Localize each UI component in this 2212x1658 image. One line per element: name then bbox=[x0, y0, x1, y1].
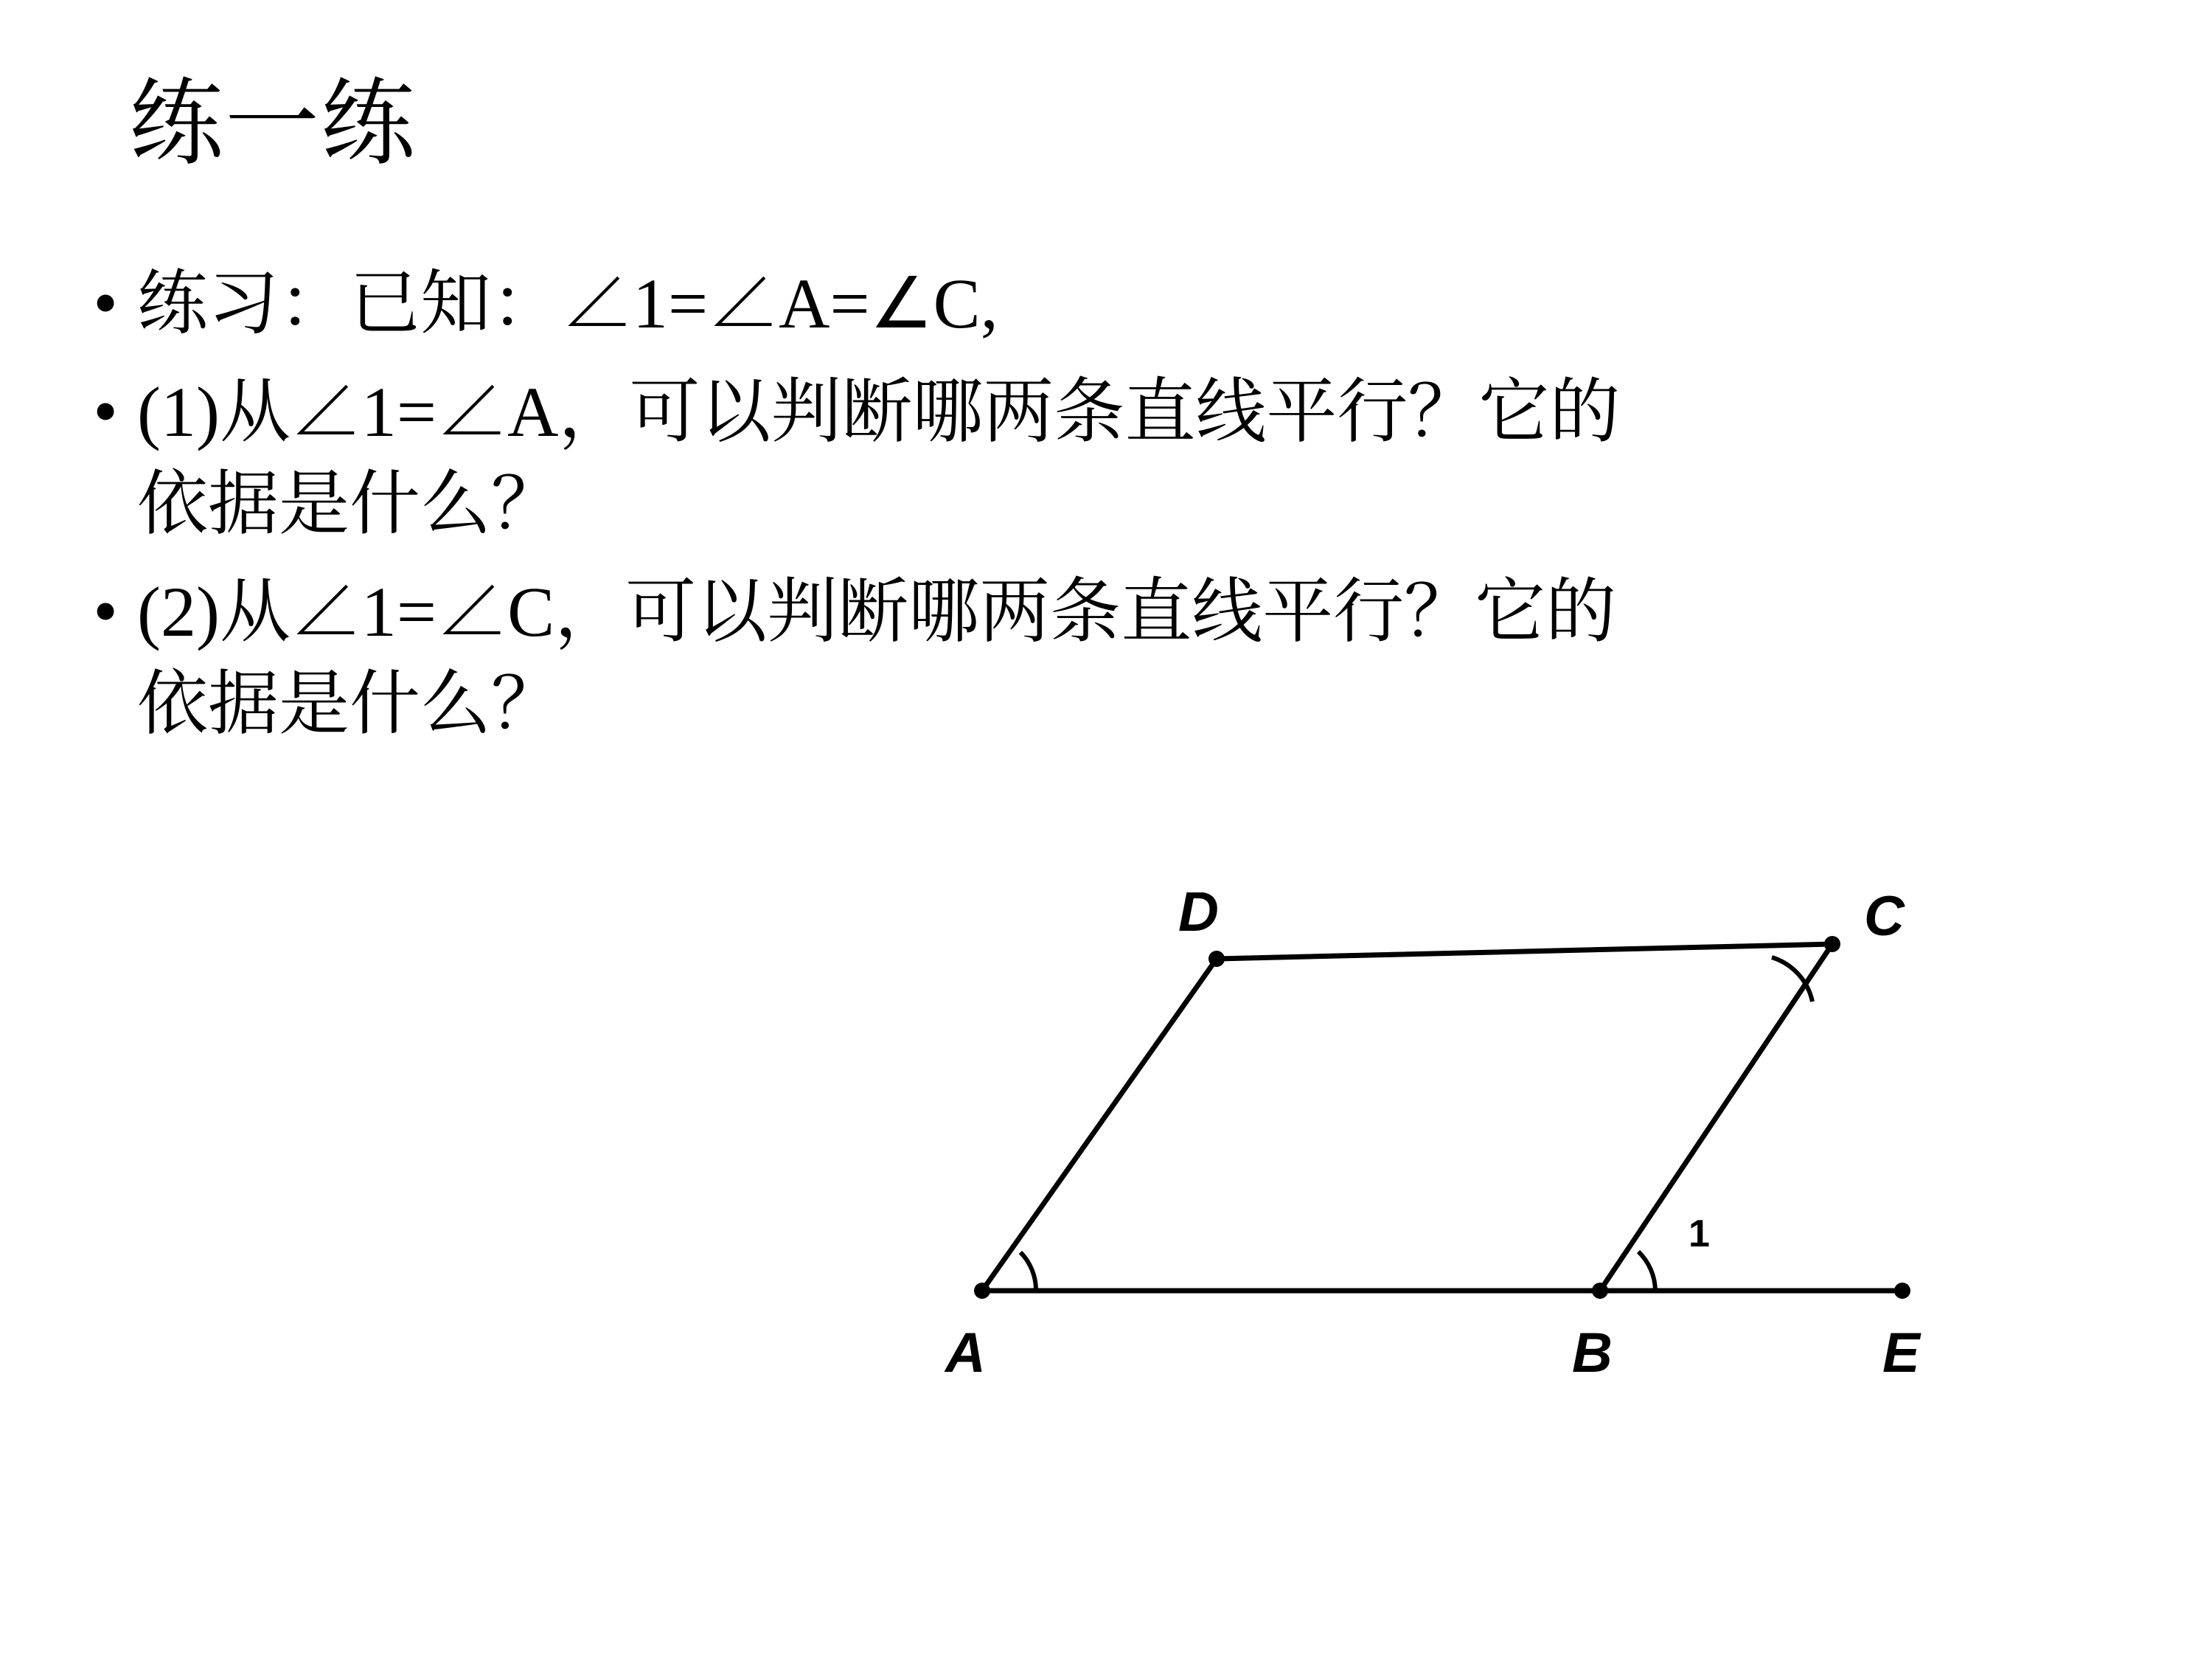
segment-dc bbox=[1217, 944, 1832, 959]
bullet-marker-icon: • bbox=[93, 263, 118, 342]
list-item bbox=[74, 367, 1806, 551]
label-angle-1: 1 bbox=[1688, 1213, 1710, 1255]
page-title: 练一练 bbox=[129, 72, 417, 176]
label-e: E bbox=[1882, 1322, 1920, 1384]
label-a: A bbox=[945, 1322, 986, 1384]
angle-arc-a bbox=[1020, 1252, 1036, 1291]
label-d: D bbox=[1178, 892, 1219, 943]
list-item bbox=[74, 566, 1806, 751]
geometry-figure bbox=[936, 892, 2153, 1409]
vertex-dots bbox=[974, 936, 1910, 1299]
segment-da bbox=[982, 959, 1217, 1291]
bullet-marker-icon: • bbox=[93, 371, 118, 451]
label-b: B bbox=[1572, 1322, 1613, 1384]
bullet-list bbox=[74, 258, 1806, 767]
angle-arc-1 bbox=[1638, 1252, 1655, 1291]
bullet-text: (1)从∠1=∠A，可以判断哪两条直线平行？它的依据是什么？ bbox=[137, 372, 1621, 544]
list-item bbox=[74, 258, 1806, 350]
bullet-marker-icon: • bbox=[93, 572, 118, 651]
label-c: C bbox=[1864, 892, 1905, 948]
segment-cb bbox=[1600, 944, 1832, 1291]
bullet-text: 练习：已知：∠1=∠A=∠C, bbox=[137, 264, 998, 343]
bullet-text: (2)从∠1=∠C，可以判断哪两条直线平行？它的依据是什么？ bbox=[137, 572, 1617, 744]
